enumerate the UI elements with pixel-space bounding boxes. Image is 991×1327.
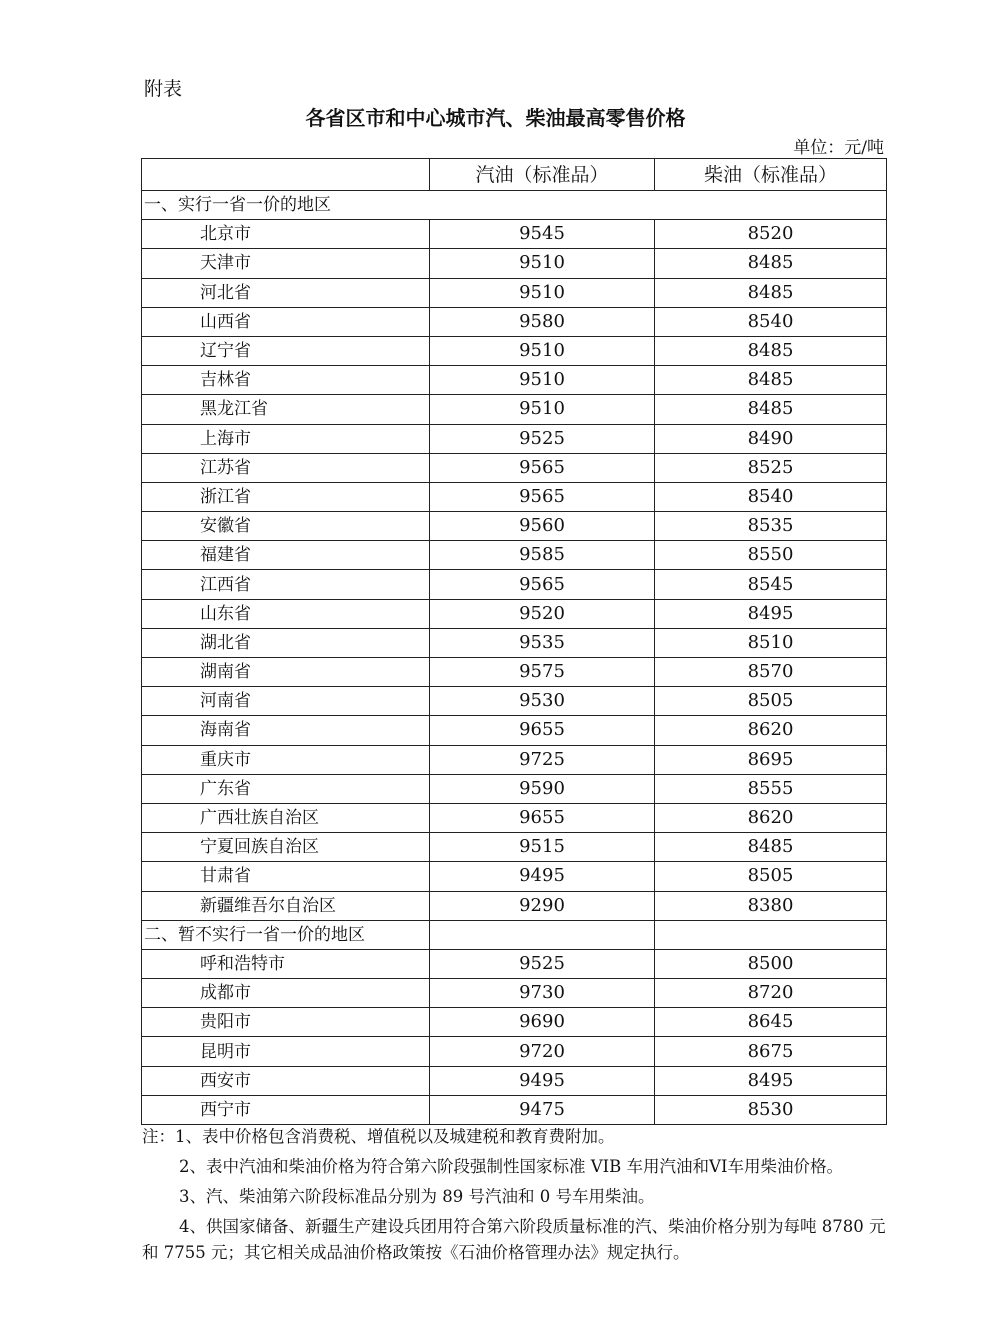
diesel-price-cell: 8485 (655, 833, 887, 862)
gasoline-price-cell: 9690 (430, 1008, 655, 1037)
gasoline-price-cell: 9535 (430, 628, 655, 657)
gasoline-price-cell: 9565 (430, 570, 655, 599)
diesel-price-cell: 8505 (655, 687, 887, 716)
region-name-cell: 安徽省 (142, 512, 430, 541)
region-name-cell: 天津市 (142, 249, 430, 278)
gasoline-price-cell: 9530 (430, 687, 655, 716)
gasoline-price-cell: 9565 (430, 453, 655, 482)
table-row (142, 307, 887, 336)
gasoline-price-cell: 9580 (430, 307, 655, 336)
region-name-cell: 吉林省 (142, 366, 430, 395)
gasoline-price-cell: 9515 (430, 833, 655, 862)
table-row (142, 512, 887, 541)
gasoline-price-cell: 9730 (430, 979, 655, 1008)
table-row (142, 220, 887, 249)
diesel-price-cell: 8485 (655, 278, 887, 307)
header-gasoline: 汽油（标准品） (430, 159, 655, 191)
page-title: 各省区市和中心城市汽、柴油最高零售价格 (305, 106, 686, 130)
diesel-price-cell: 8495 (655, 1066, 887, 1095)
gasoline-price-cell: 9565 (430, 482, 655, 511)
table-row (142, 687, 887, 716)
note-1: 注：1、表中价格包含消费税、增值税以及城建税和教育费附加。 (142, 1127, 615, 1146)
gasoline-price-cell: 9510 (430, 395, 655, 424)
table-row (142, 803, 887, 832)
gasoline-price-cell: 9495 (430, 1066, 655, 1095)
gasoline-price-cell: 9475 (430, 1095, 655, 1124)
price-table (141, 158, 887, 1125)
header-region (142, 159, 430, 191)
table-row (142, 949, 887, 978)
table-row (142, 1008, 887, 1037)
diesel-price-cell: 8525 (655, 453, 887, 482)
diesel-price-cell: 8720 (655, 979, 887, 1008)
gasoline-price-cell: 9510 (430, 336, 655, 365)
gasoline-price-cell: 9560 (430, 512, 655, 541)
gasoline-price-cell: 9525 (430, 949, 655, 978)
diesel-price-cell: 8500 (655, 949, 887, 978)
region-name-cell: 贵阳市 (142, 1008, 430, 1037)
table-row (142, 336, 887, 365)
diesel-price-cell: 8620 (655, 716, 887, 745)
diesel-price-cell: 8695 (655, 745, 887, 774)
region-name-cell: 昆明市 (142, 1037, 430, 1066)
table-row (142, 395, 887, 424)
section-2-empty-cell (655, 920, 887, 949)
section-row (142, 920, 887, 949)
diesel-price-cell: 8535 (655, 512, 887, 541)
diesel-price-cell: 8490 (655, 424, 887, 453)
region-name-cell: 江西省 (142, 570, 430, 599)
diesel-price-cell: 8645 (655, 1008, 887, 1037)
region-name-cell: 辽宁省 (142, 336, 430, 365)
diesel-price-cell: 8485 (655, 336, 887, 365)
gasoline-price-cell: 9655 (430, 803, 655, 832)
region-name-cell: 西宁市 (142, 1095, 430, 1124)
diesel-price-cell: 8530 (655, 1095, 887, 1124)
region-name-cell: 山东省 (142, 599, 430, 628)
table-row (142, 1037, 887, 1066)
gasoline-price-cell: 9510 (430, 249, 655, 278)
region-name-cell: 山西省 (142, 307, 430, 336)
table-row (142, 482, 887, 511)
diesel-price-cell: 8550 (655, 541, 887, 570)
region-name-cell: 河南省 (142, 687, 430, 716)
table-row (142, 833, 887, 862)
gasoline-price-cell: 9655 (430, 716, 655, 745)
diesel-price-cell: 8570 (655, 658, 887, 687)
region-name-cell: 甘肃省 (142, 862, 430, 891)
region-name-cell: 河北省 (142, 278, 430, 307)
notes (142, 1124, 887, 1270)
gasoline-price-cell: 9585 (430, 541, 655, 570)
table-row (142, 979, 887, 1008)
table-row (142, 599, 887, 628)
region-name-cell: 西安市 (142, 1066, 430, 1095)
diesel-price-cell: 8485 (655, 366, 887, 395)
region-name-cell: 江苏省 (142, 453, 430, 482)
table-row (142, 249, 887, 278)
unit-label: 单位：元/吨 (793, 138, 884, 158)
table-row (142, 424, 887, 453)
region-name-cell: 湖南省 (142, 658, 430, 687)
table-row (142, 1095, 887, 1124)
diesel-price-cell: 8495 (655, 599, 887, 628)
section-row (142, 191, 887, 220)
table-row (142, 278, 887, 307)
diesel-price-cell: 8520 (655, 220, 887, 249)
diesel-price-cell: 8540 (655, 307, 887, 336)
gasoline-price-cell: 9510 (430, 366, 655, 395)
section-2-empty-cell (430, 920, 655, 949)
region-name-cell: 湖北省 (142, 628, 430, 657)
region-name-cell: 黑龙江省 (142, 395, 430, 424)
diesel-price-cell: 8485 (655, 249, 887, 278)
gasoline-price-cell: 9725 (430, 745, 655, 774)
table-row (142, 366, 887, 395)
region-name-cell: 海南省 (142, 716, 430, 745)
region-name-cell: 新疆维吾尔自治区 (142, 891, 430, 920)
gasoline-price-cell: 9590 (430, 774, 655, 803)
table-row (142, 658, 887, 687)
gasoline-price-cell: 9720 (430, 1037, 655, 1066)
table-row (142, 453, 887, 482)
gasoline-price-cell: 9520 (430, 599, 655, 628)
appendix-label: 附表 (144, 78, 183, 100)
region-name-cell: 广西壮族自治区 (142, 803, 430, 832)
table-row (142, 862, 887, 891)
gasoline-price-cell: 9290 (430, 891, 655, 920)
section-1-label: 一、实行一省一价的地区 (142, 191, 887, 220)
region-name-cell: 浙江省 (142, 482, 430, 511)
region-name-cell: 呼和浩特市 (142, 949, 430, 978)
table-row (142, 628, 887, 657)
diesel-price-cell: 8510 (655, 628, 887, 657)
gasoline-price-cell: 9545 (430, 220, 655, 249)
region-name-cell: 上海市 (142, 424, 430, 453)
region-name-cell: 福建省 (142, 541, 430, 570)
table-row (142, 745, 887, 774)
gasoline-price-cell: 9510 (430, 278, 655, 307)
table-row (142, 774, 887, 803)
diesel-price-cell: 8485 (655, 395, 887, 424)
table-row (142, 541, 887, 570)
gasoline-price-cell: 9495 (430, 862, 655, 891)
diesel-price-cell: 8555 (655, 774, 887, 803)
diesel-price-cell: 8620 (655, 803, 887, 832)
gasoline-price-cell: 9575 (430, 658, 655, 687)
region-name-cell: 成都市 (142, 979, 430, 1008)
diesel-price-cell: 8380 (655, 891, 887, 920)
section-2-label: 二、暂不实行一省一价的地区 (142, 920, 430, 949)
diesel-price-cell: 8675 (655, 1037, 887, 1066)
region-name-cell: 北京市 (142, 220, 430, 249)
table-row (142, 716, 887, 745)
region-name-cell: 广东省 (142, 774, 430, 803)
region-name-cell: 重庆市 (142, 745, 430, 774)
diesel-price-cell: 8540 (655, 482, 887, 511)
note-4: 4、供国家储备、新疆生产建设兵团用符合第六阶段质量标准的汽、柴油价格分别为每吨 8780 元和 7755 元；其它相关成品油价格政策按《石油价格管理办法》规定执行。 (142, 1217, 886, 1262)
table-row (142, 891, 887, 920)
note-2: 2、表中汽油和柴油价格为符合第六阶段强制性国家标准 VIB 车用汽油和VI车用柴油价格。 (179, 1157, 843, 1176)
diesel-price-cell: 8505 (655, 862, 887, 891)
table-row (142, 570, 887, 599)
diesel-price-cell: 8545 (655, 570, 887, 599)
gasoline-price-cell: 9525 (430, 424, 655, 453)
table-header-row (142, 159, 887, 191)
header-diesel: 柴油（标准品） (655, 159, 887, 191)
region-name-cell: 宁夏回族自治区 (142, 833, 430, 862)
note-3: 3、汽、柴油第六阶段标准品分别为 89 号汽油和 0 号车用柴油。 (179, 1187, 655, 1206)
table-row (142, 1066, 887, 1095)
